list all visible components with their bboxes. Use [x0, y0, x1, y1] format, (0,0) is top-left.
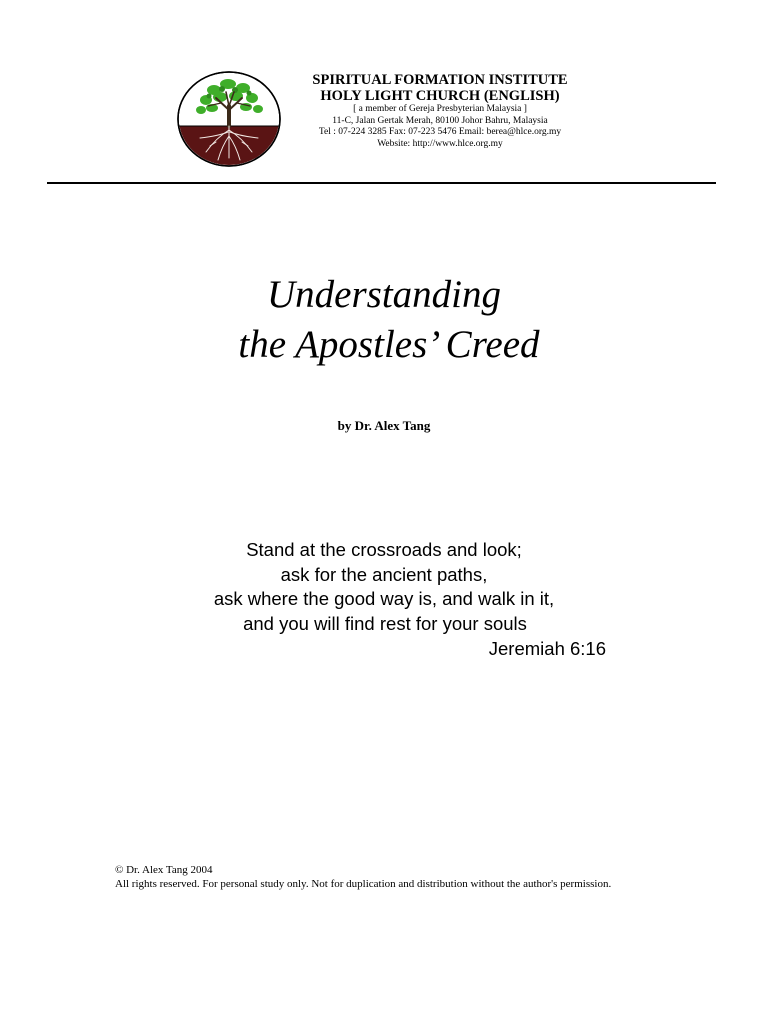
verse-line: and you will find rest for your souls	[243, 612, 527, 634]
website: Website: http://www.hlce.org.my	[377, 139, 503, 150]
copyright-line: © Dr. Alex Tang 2004	[115, 864, 213, 876]
tree-roots-logo-icon	[176, 70, 282, 168]
verse-line: ask for the ancient paths,	[280, 563, 488, 585]
author-byline: by Dr. Alex Tang	[337, 418, 431, 433]
title-line-1: Understanding	[267, 273, 501, 316]
verse-line: ask where the good way is, and walk in it,	[213, 588, 555, 609]
document-title	[0, 270, 768, 370]
membership-note: [ a member of Gereja Presbyterian Malaysia ]	[353, 104, 527, 115]
contact-info: Tel : 07-224 3285 Fax: 07-223 5476 Email: berea@hlce.org.my	[318, 127, 562, 138]
header-divider	[47, 182, 716, 184]
address: 11-C, Jalan Gertak Merah, 80100 Johor Bahru, Malaysia	[332, 115, 548, 126]
church-name: HOLY LIGHT CHURCH (ENGLISH)	[320, 87, 560, 104]
verse-line: Stand at the crossroads and look;	[246, 539, 522, 560]
title-line-2: the Apostles’ Creed	[238, 323, 540, 366]
rights-notice: All rights reserved. For personal study only. Not for duplication and distribution without the author's permission.	[115, 877, 612, 890]
verse-reference: Jeremiah 6:16	[488, 638, 606, 659]
org-name: SPIRITUAL FORMATION INSTITUTE	[312, 72, 568, 88]
epigraph-verse	[0, 538, 768, 636]
copyright-footer	[115, 864, 675, 891]
letterhead	[290, 73, 590, 151]
